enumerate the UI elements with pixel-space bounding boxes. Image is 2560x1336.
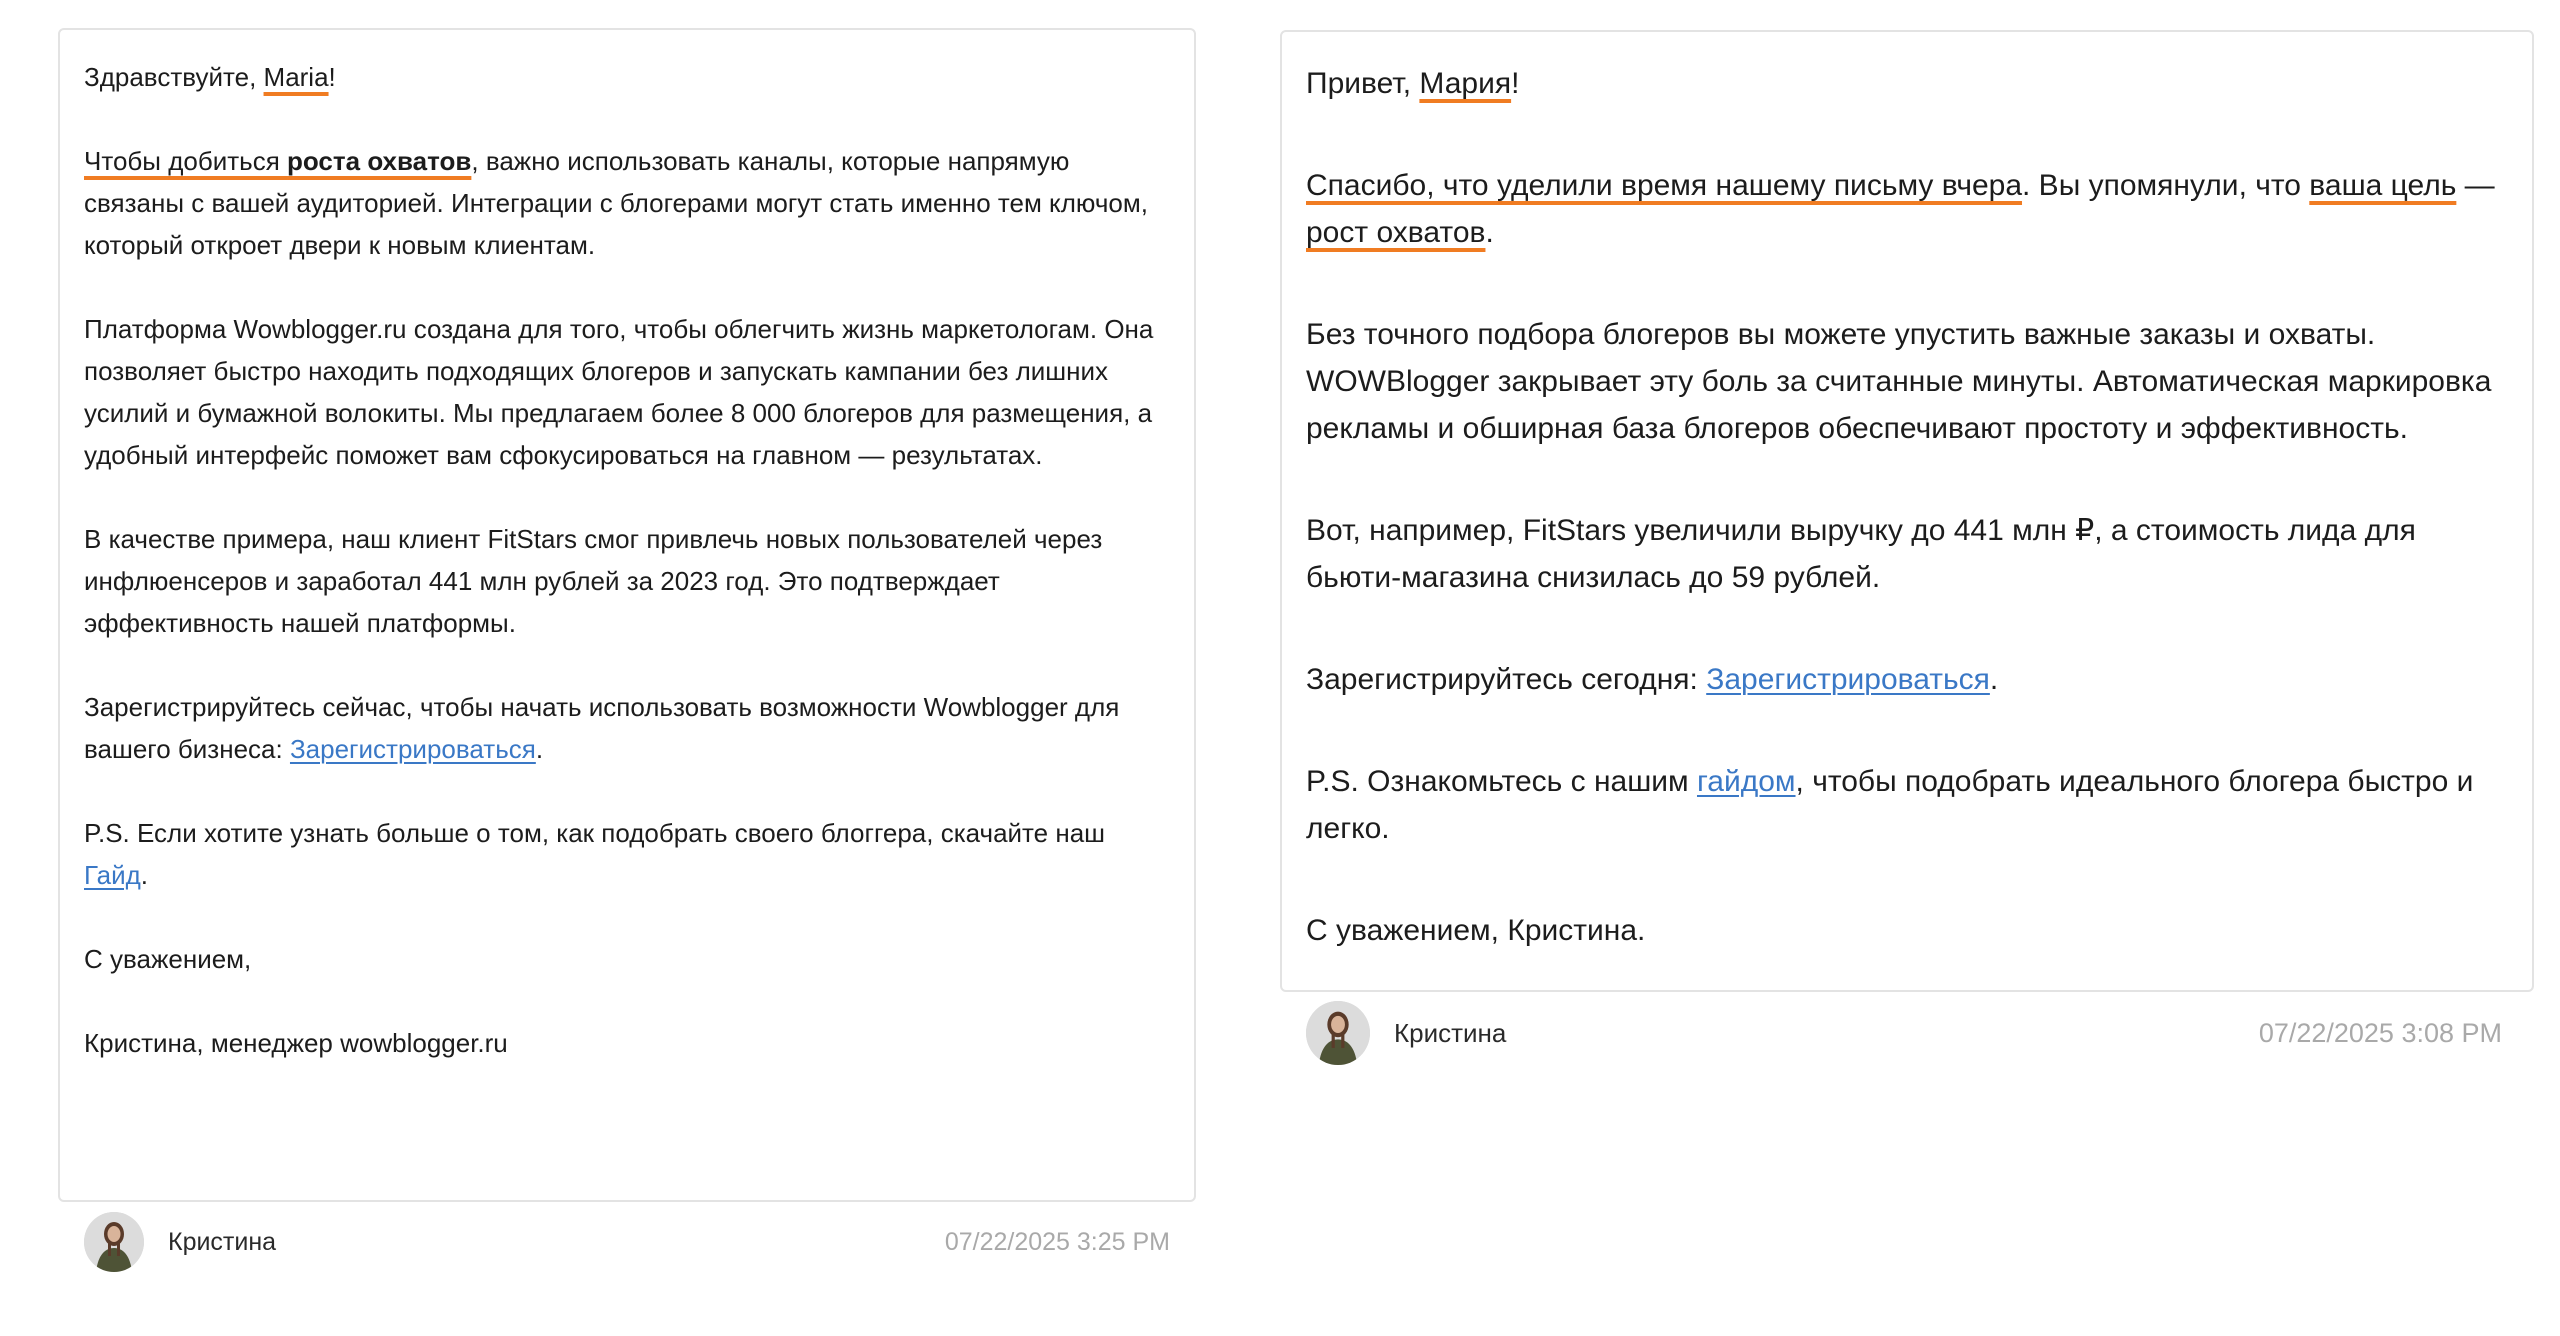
closing: С уважением, xyxy=(84,944,252,974)
greeting-suffix: ! xyxy=(1511,67,1520,100)
highlighted-phrase: рост охватов xyxy=(1306,216,1486,249)
paragraph-5 xyxy=(1306,758,2508,852)
guide-link[interactable]: Гайд xyxy=(84,860,141,890)
paragraph-3: В качестве примера, наш клиент FitStars смог привлечь новых пользователей через инфлюенсеров и заработал 441 млн рублей за 2023 год. Это подтверждает эффективность нашей платформы. xyxy=(84,524,1103,638)
paragraph-4 xyxy=(1306,656,2508,703)
register-link[interactable]: Зарегистрироваться xyxy=(1706,663,1990,696)
paragraph-3: Вот, например, FitStars увеличили выручку до 441 млн ₽, а стоимость лида для бьюти-магазина снизилась до 59 рублей. xyxy=(1306,514,2416,594)
highlighted-phrase xyxy=(84,146,471,176)
signature: Кристина, менеджер wowblogger.ru xyxy=(84,1028,508,1058)
paragraph-text: , важно использовать каналы, которые напрямую связаны с вашей аудиторией. Интеграции с блогерами могут стать именно тем ключом, который откроет двери к новым клиентам. xyxy=(84,146,1148,260)
punctuation: . xyxy=(140,860,149,890)
message-meta-left xyxy=(84,1210,1170,1274)
avatar[interactable] xyxy=(84,1212,144,1272)
paragraph-4 xyxy=(84,686,1170,770)
avatar-photo-icon xyxy=(1306,1001,1370,1065)
greeting-prefix: Привет, xyxy=(1306,67,1420,100)
message-timestamp: 07/22/2025 3:08 PM xyxy=(2258,1017,2502,1048)
sender-name: Кристина xyxy=(1394,1017,1507,1048)
bold-phrase: роста охватов xyxy=(287,146,472,176)
email-message-card-right xyxy=(1280,30,2534,992)
paragraph-text: Зарегистрируйтесь сейчас, чтобы начать использовать возможности Wowblogger для вашего бизнеса: xyxy=(84,692,1120,764)
register-link[interactable]: Зарегистрироваться xyxy=(289,734,536,764)
punctuation: . xyxy=(1989,663,1999,696)
punctuation: . xyxy=(535,734,544,764)
guide-link[interactable]: гайдом xyxy=(1696,765,1796,798)
greeting xyxy=(84,56,1170,98)
greeting-suffix: ! xyxy=(328,62,336,92)
phrase-text: Чтобы добиться xyxy=(84,146,288,176)
highlighted-phrase: ваша цель xyxy=(2309,169,2457,202)
paragraph-text: Зарегистрируйтесь сегодня: xyxy=(1306,663,1707,696)
paragraph-1 xyxy=(1306,162,2508,256)
closing: С уважением, Кристина. xyxy=(1306,914,1646,947)
highlighted-phrase: Спасибо, что уделили время нашему письму вчера xyxy=(1306,169,2023,202)
avatar[interactable] xyxy=(1306,1001,1370,1065)
paragraph-text: , чтобы подобрать идеального блогера быстро и легко. xyxy=(1306,765,2474,845)
paragraph-text: . Вы упомянули, что xyxy=(2022,169,2310,202)
paragraph-text: P.S. Если хотите узнать больше о том, как подобрать своего блоггера, скачайте наш xyxy=(84,818,1106,848)
paragraph-text: — xyxy=(2456,169,2495,202)
paragraph-2: Без точного подбора блогеров вы можете упустить важные заказы и охваты. WOWBlogger закрывает эту боль за считанные минуты. Автоматическая маркировка рекламы и обширная база блогеров обеспечивают простоту и эффективность. xyxy=(1306,318,2492,445)
recipient-name-highlight: Maria xyxy=(263,62,329,92)
punctuation: . xyxy=(1485,216,1494,249)
email-message-card-left xyxy=(58,28,1196,1202)
paragraph-2: Платформа Wowblogger.ru создана для того, чтобы облегчить жизнь маркетологам. Она позволяет быстро находить подходящих блогеров и запускать кампании без лишних усилий и бумажной волокиты. Мы предлагаем более 8 000 блогеров для размещения, а удобный интерфейс поможет вам сфокусироваться на главном — результатах. xyxy=(84,314,1154,470)
paragraph-1 xyxy=(84,140,1170,266)
paragraph-text: P.S. Ознакомьтесь с нашим xyxy=(1306,765,1697,798)
greeting-prefix: Здравствуйте, xyxy=(84,62,257,92)
message-timestamp: 07/22/2025 3:25 PM xyxy=(944,1227,1170,1256)
sender-name: Кристина xyxy=(168,1227,277,1256)
message-meta-right xyxy=(1306,1000,2502,1066)
greeting xyxy=(1306,60,2508,107)
paragraph-5 xyxy=(84,812,1170,896)
avatar-photo-icon xyxy=(84,1212,144,1272)
recipient-name-highlight: Мария xyxy=(1419,67,1512,100)
